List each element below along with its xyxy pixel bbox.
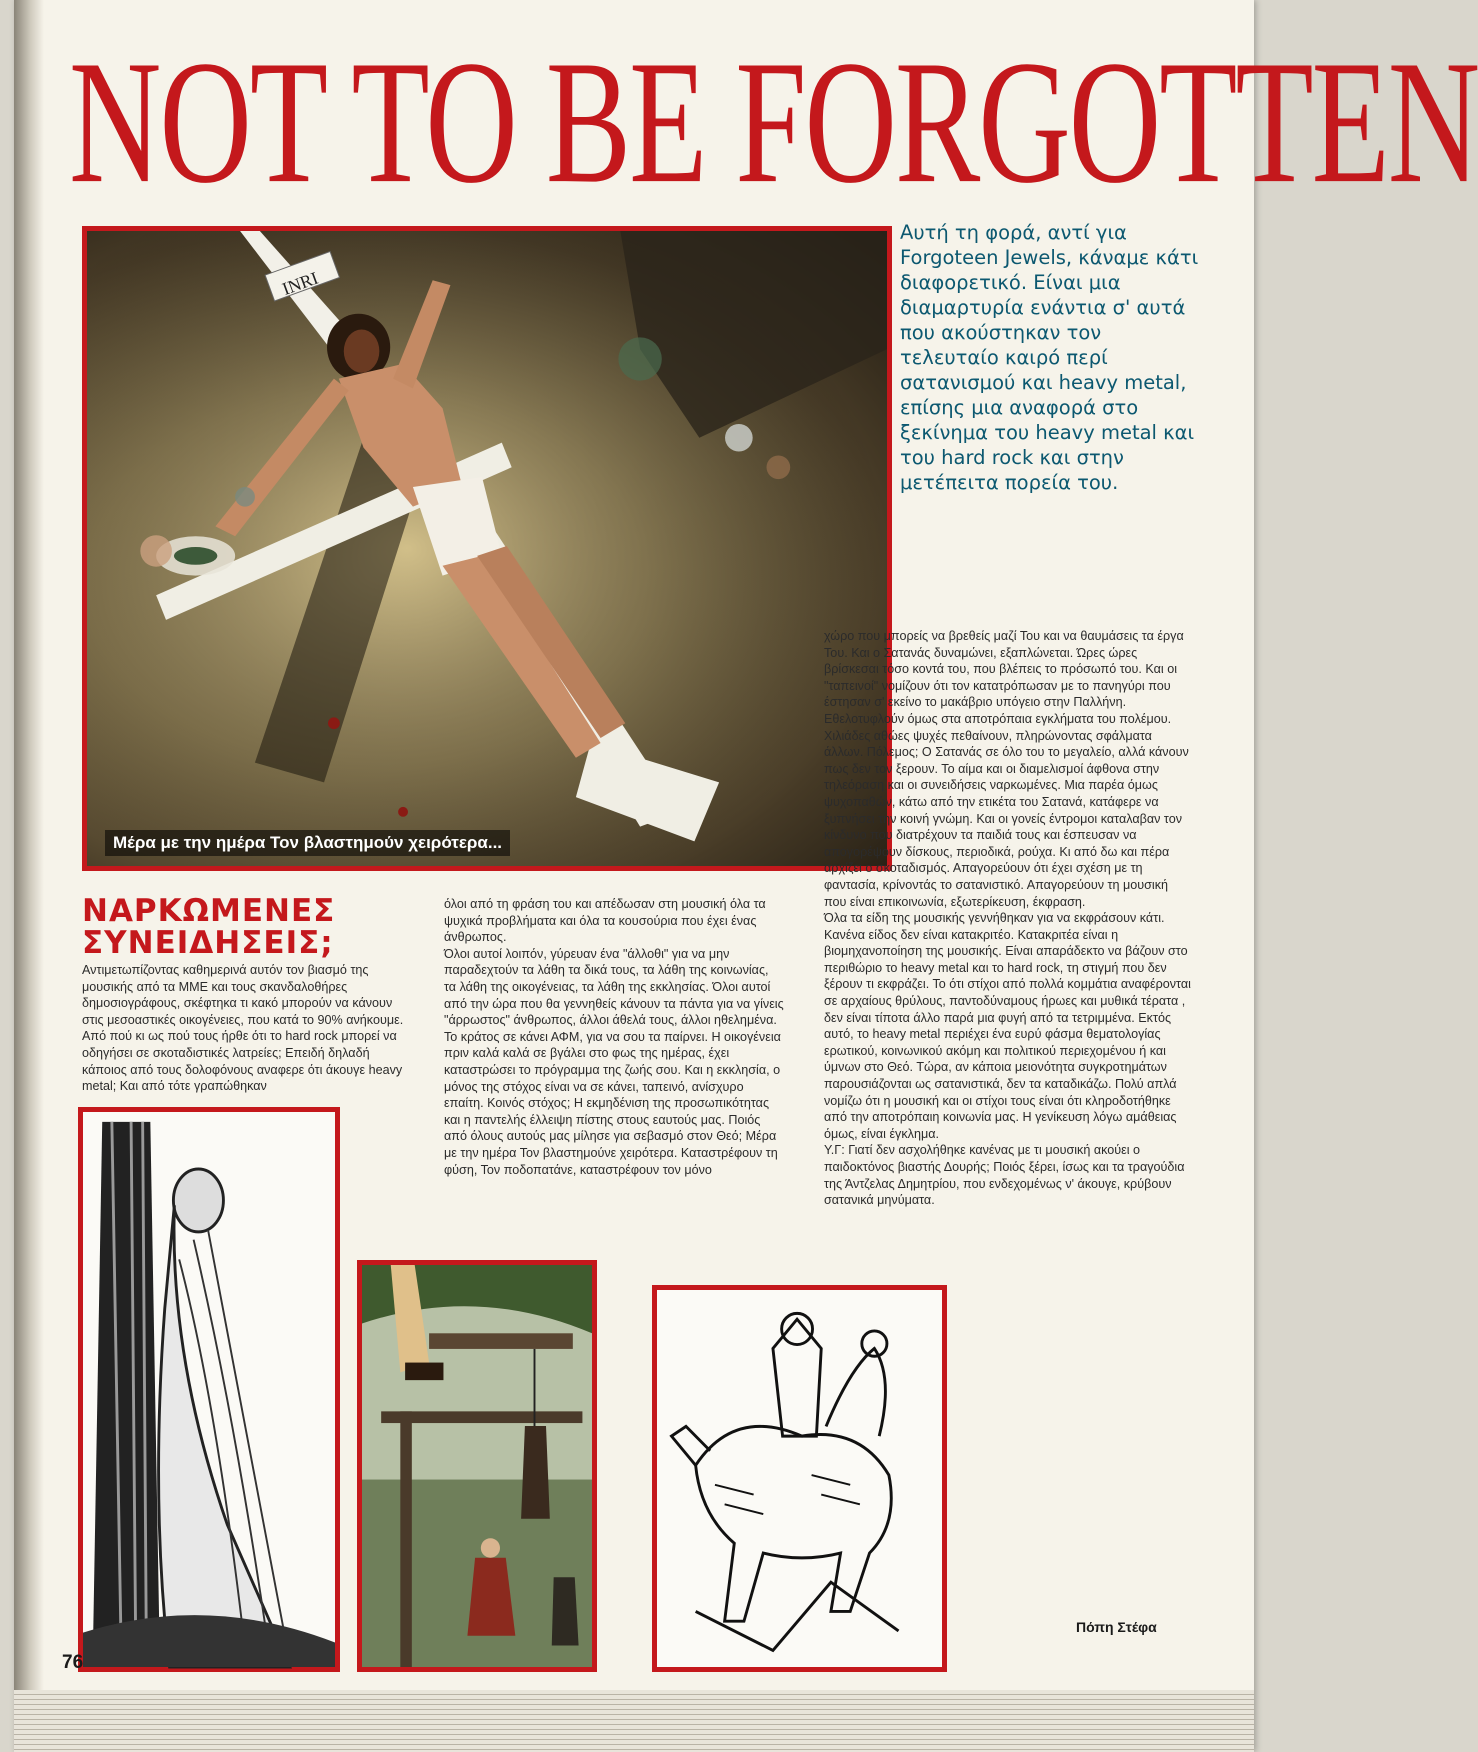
gallows-illustration	[362, 1265, 592, 1667]
hermit-engraving	[78, 1107, 340, 1672]
article-title: NOT TO BE FORGOTTEN	[69, 23, 1478, 220]
page-number: 76	[62, 1652, 84, 1673]
inri-plaque: INRI	[279, 267, 321, 299]
woodcut-illustration	[657, 1290, 942, 1667]
crucifix-illustration	[87, 231, 887, 866]
magazine-page	[14, 0, 1478, 1752]
page-edge-stack	[14, 1690, 1254, 1752]
photo-caption: Μέρα με την ημέρα Τον βλαστημούν χειρότερα...	[105, 830, 510, 856]
article-column-3: χώρο που μπορείς να βρεθείς μαζί Του και να θαυμάσεις τα έργα Του. Και ο Σατανάς δυναμώνει, εξαπλώνεται. Ώρες ώρες βρίσκεσαι τόσο κοντά του, που βλέπεις το πρόσωπό του. Και οι "ταπεινοί" νομίζουν ότι τον κατατρόπωσαν με το πανηγύρι που έστησαν σ' εκείνο το μακάβριο υπόγειο στην Παλλήνη. Εθελοτυφλούν όμως στα αποτρόπαια εγκλήματα του πολέμου. Χιλιάδες αθώες ψυχές πεθαίνουν, πληρώνοντας σφάλματα άλλων. Πόλεμος; Ο Σατανάς σε όλο του το μεγαλείο, αλλά κάνουν πως δεν τον ξερουν. Το αίμα και οι διαμελισμοί άφθονα στην τηλεόραση και οι συνειδήσεις ναρκωμένες. Μια παρέα όμως ψυχοπαθών, κάτω από την ετικέτα του Σατανά, κατάφερε να ξυπνήσει την κοινή γνώμη. Και οι γονείς έντρομοι καταλαβαν τον κίνδυνο που διατρέχουν τα παιδιά τους και έσπευσαν να απογορέψουν δίσκους, περιοδικά, ρούχα. Κι από δω και πέρα αρχίζει ο σκοταδισμός. Απαγορεύουν ότι έχει σχέση με τη φαντασία, κρίνοντάς το σατανιστικό. Απαγορεύουν τη μουσική που είναι επικοινωνία, εξωτερίκευση, έκφραση. Όλα τα είδη της μουσικής γεννήθηκαν για να εκφράσουν κάτι. Κανένα είδος δεν είναι κατακριτέο. Κατακριτέα είναι η βιομηχανοποίηση της μουσικής. Είναι απαράδεκτο να βάζουν στο περιθώριο το heavy metal και το hard rock, τη στιγμή που δεν ξέρουν τι εκφράζει. Το ότι στίχοι από πολλά κομμάτια αναφέρονται σε αρχαίους θρύλους, παντοδύναμους ήρωες και μυθικά τέρατα , δεν είναι τίποτα άλλο παρά μια φυγή από τα τετριμμένα. Εκτός αυτό, το heavy metal περιέχει ένα ευρύ φάσμα θεματολογίας ερωτικού, κοινωνικού ακόμη και πολιτικού περιεχομένου ή και ύμνων στο Θεό. Τώρα, αν κάποια μειονότητα συγκροτημάτων παρουσιάζονται ως σατανιστικά, δεν τα καταδικάζω. Πολύ απλά νομίζω ότι η μουσική και οι στίχοι τους είναι ότι κληροδοτήθηκε από την αποτρόπαιη κοινωνία μας. Η γενίκευση λόγω αμάθειας όμως, είναι έγκλημα. Υ.Γ: Γιατί δεν ασχολήθηκε κανένας με τι μουσική ακούει ο παιδοκτόνος βιαστής Δουρής; Ποιός ξέρει, ίσως και τα τραγούδια της Άντζελας Δημητρίου, που ενδεχομένως ν' άκουγε, κρύβουν σατανικά μηνύματα.	[824, 629, 1191, 1208]
author-byline: Πόπη Στέφα	[1076, 1619, 1157, 1635]
article-column-2: όλοι από τη φράση του και απέδωσαν στη μουσική όλα τα ψυχικά προβλήματα και όλα τα κουσούρια που έχει ένας άνθρωπος. Όλοι αυτοί λοιπόν, γύρευαν ένα "άλλοθι" για να μην παραδεχτούν τα λάθη τα δικά τους, τα λάθη της κοινωνίας, τα λάθη της οικογένειας, τα λάθη της εκκλησίας. Όλοι αυτοί από την ώρα που θα γεννηθείς κάνουν τα πάντα για να γίνεις "άρρωστος" άνθρωπος, άλλοι άθελά τους, άλλοι ηθελημένα. Το κράτος σε κάνει ΑΦΜ, για να σου τα παίρνει. Η οικογένεια πριν καλά καλά σε βγάλει στο φως της ημέρας, έχει καταστρώσει το πρόγραμμα της ζωής σου. Και η εκκλησία, ο μόνος της στόχος είναι να σε κάνει, ταπεινό, ανίσχυρο επαίτη. Κοινός στόχος; Η εκμηδένιση της προσωπικότητας και η παντελής έλλειψη πίστης στους εαυτούς μας. Ποιός από όλους αυτούς μας μίλησε για σεβασμό στον Θεό; Μέρα με την ημέρα Τον βλαστημούνε χειρότερα. Καταστρέφουν τη φύση, Τον ποδοπατάνε, καταστρέφουν τον μόνο	[444, 897, 784, 1177]
demon-horseman-woodcut	[652, 1285, 947, 1672]
intro-paragraph: Αυτή τη φορά, αντί για Forgoteen Jewels, κάναμε κάτι διαφορετικό. Είναι μια διαμαρτυρία ενάντια σ' αυτά που ακούστηκαν τον τελευταίο καιρό περί σατανισμού και heavy metal, επίσης μια αναφορά στο ξεκίνημα του heavy metal και του hard rock και στην μετέπειτα πορεία του.	[900, 221, 1199, 494]
hermit-figure-illustration	[83, 1112, 335, 1667]
page-binding-shadow	[14, 0, 44, 1752]
hanging-painting	[357, 1260, 597, 1672]
crucifix-photo	[82, 226, 892, 871]
article-column-1: Αντιμετωπίζοντας καθημερινά αυτόν τον βιασμό της μουσικής από τα ΜΜΕ και τους σκανδαλοθήρες δημοσιογράφους, σκέφτηκα τι κακό μπορούν να κάνουν στις μεσοαστικές οικογένειες, που κατά το 90% ανήκουμε. Από πού κι ως πού τους ήρθε ότι το hard rock μπορεί να οδηγήσει σε σκοταδιστικές λατρείες; Επειδή δηλαδή κάποιος από τους δολοφόνους αναφερε ότι άκουγε heavy metal; Και από τότε γραπώθηκαν	[82, 963, 404, 1094]
section-subhead: ΝΑΡΚΩΜΕΝΕΣ ΣΥΝΕΙΔΗΣΕΙΣ;	[82, 893, 336, 961]
